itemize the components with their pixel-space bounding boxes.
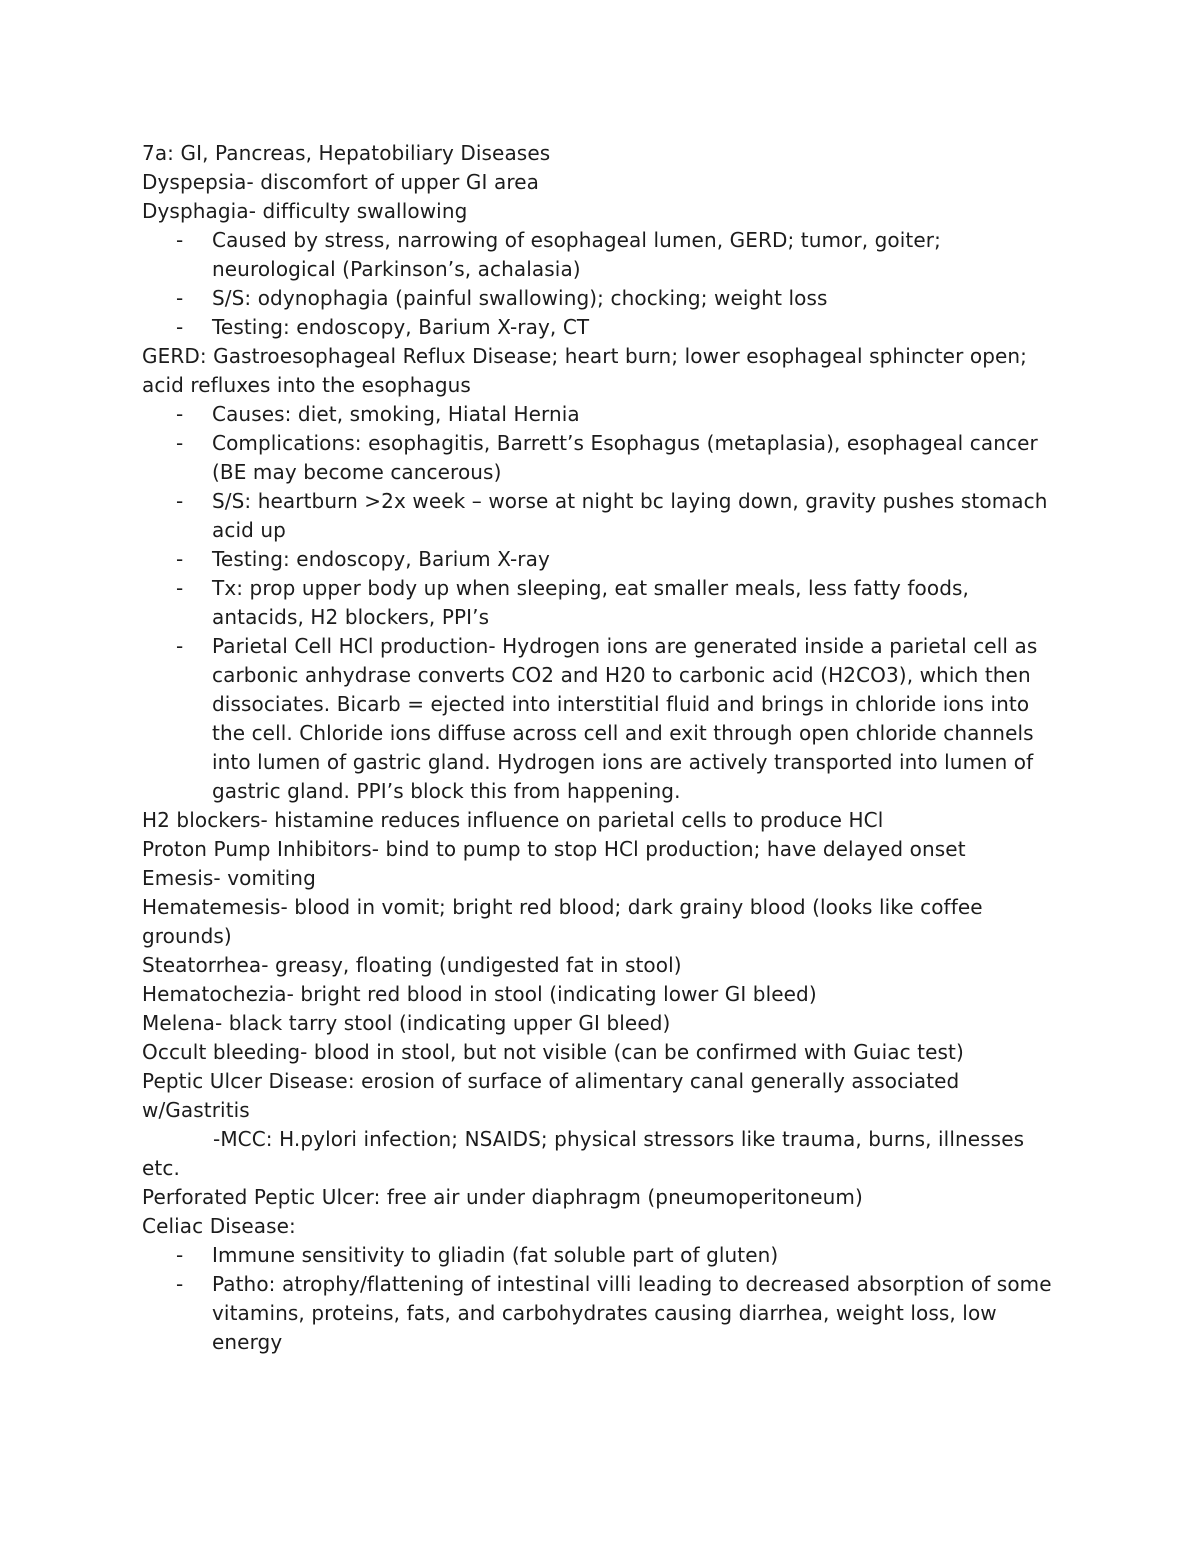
bullet-text: Complications: esophagitis, Barrett’s Esophagus (metaplasia), esophageal cancer (BE may become cancerous) <box>212 431 1038 484</box>
text-line: H2 blockers- histamine reduces influence on parietal cells to produce HCl <box>142 808 884 832</box>
bullet-text: Immune sensitivity to gliadin (fat soluble part of gluten) <box>212 1243 779 1267</box>
indented-line: -MCC: H.pylori infection; NSAIDS; physical stressors like trauma, burns, illnesses etc. <box>142 1127 1025 1180</box>
text-line: Perforated Peptic Ulcer: free air under diaphragm (pneumoperitoneum) <box>142 1185 863 1209</box>
bullet-text: Tx: prop upper body up when sleeping, eat smaller meals, less fatty foods, antacids, H2 blockers, PPI’s <box>212 576 969 629</box>
bullet-dash: - <box>176 1243 184 1267</box>
document-page <box>142 139 1062 1357</box>
bullet-item <box>142 284 1062 313</box>
bullet-text: Caused by stress, narrowing of esophageal lumen, GERD; tumor, goiter; neurological (Parkinson’s, achalasia) <box>212 228 941 281</box>
bullet-dash: - <box>176 634 184 658</box>
bullet-text: Causes: diet, smoking, Hiatal Hernia <box>212 402 580 426</box>
text-line: Occult bleeding- blood in stool, but not visible (can be confirmed with Guiac test) <box>142 1040 964 1064</box>
bullet-text: Parietal Cell HCl production- Hydrogen ions are generated inside a parietal cell as carbonic anhydrase converts CO2 and H20 to carbonic acid (H2CO3), which then dissociates. Bicarb = ejected into interstitial fluid and brings in chloride ions into the cell. Chloride ions diffuse across cell and exit through open chloride channels into lumen of gastric gland. Hydrogen ions are actively transported into lumen of gastric gland. PPI’s block this from happening. <box>212 634 1038 803</box>
bullet-dash: - <box>176 402 184 426</box>
bullet-text: Testing: endoscopy, Barium X-ray, CT <box>212 315 590 339</box>
bullet-dash: - <box>176 431 184 455</box>
bullet-text: S/S: heartburn >2x week – worse at night bc laying down, gravity pushes stomach acid up <box>212 489 1048 542</box>
text-line: Melena- black tarry stool (indicating upper GI bleed) <box>142 1011 671 1035</box>
document-body <box>142 168 1062 1357</box>
bullet-dash: - <box>176 547 184 571</box>
bullet-dash: - <box>176 228 184 252</box>
text-line: Emesis- vomiting <box>142 866 316 890</box>
bullet-item <box>142 1270 1062 1357</box>
text-line: Peptic Ulcer Disease: erosion of surface of alimentary canal generally associated w/Gastritis <box>142 1069 960 1122</box>
text-line: Hematemesis- blood in vomit; bright red blood; dark grainy blood (looks like coffee grounds) <box>142 895 983 948</box>
text-line: Hematochezia- bright red blood in stool (indicating lower GI bleed) <box>142 982 817 1006</box>
bullet-item <box>142 226 1062 284</box>
bullet-dash: - <box>176 489 184 513</box>
bullet-dash: - <box>176 1272 184 1296</box>
bullet-item <box>142 487 1062 545</box>
bullet-dash: - <box>176 286 184 310</box>
bullet-text: Testing: endoscopy, Barium X-ray <box>212 547 550 571</box>
text-line: Celiac Disease: <box>142 1214 296 1238</box>
bullet-item <box>142 574 1062 632</box>
text-line: Proton Pump Inhibitors- bind to pump to stop HCl production; have delayed onset <box>142 837 966 861</box>
bullet-item <box>142 400 1062 429</box>
bullet-dash: - <box>176 576 184 600</box>
text-line: GERD: Gastroesophageal Reflux Disease; heart burn; lower esophageal sphincter open; acid refluxes into the esophagus <box>142 344 1028 397</box>
bullet-dash: - <box>176 315 184 339</box>
text-line: Steatorrhea- greasy, floating (undigested fat in stool) <box>142 953 682 977</box>
document-title: 7a: GI, Pancreas, Hepatobiliary Diseases <box>142 141 551 165</box>
bullet-item <box>142 545 1062 574</box>
text-line: Dyspepsia- discomfort of upper GI area <box>142 170 539 194</box>
bullet-item <box>142 313 1062 342</box>
bullet-item <box>142 429 1062 487</box>
text-line: Dysphagia- difficulty swallowing <box>142 199 468 223</box>
bullet-item <box>142 1241 1062 1270</box>
bullet-item <box>142 632 1062 806</box>
bullet-text: S/S: odynophagia (painful swallowing); chocking; weight loss <box>212 286 828 310</box>
bullet-text: Patho: atrophy/flattening of intestinal villi leading to decreased absorption of some vitamins, proteins, fats, and carbohydrates causing diarrhea, weight loss, low energy <box>212 1272 1052 1354</box>
